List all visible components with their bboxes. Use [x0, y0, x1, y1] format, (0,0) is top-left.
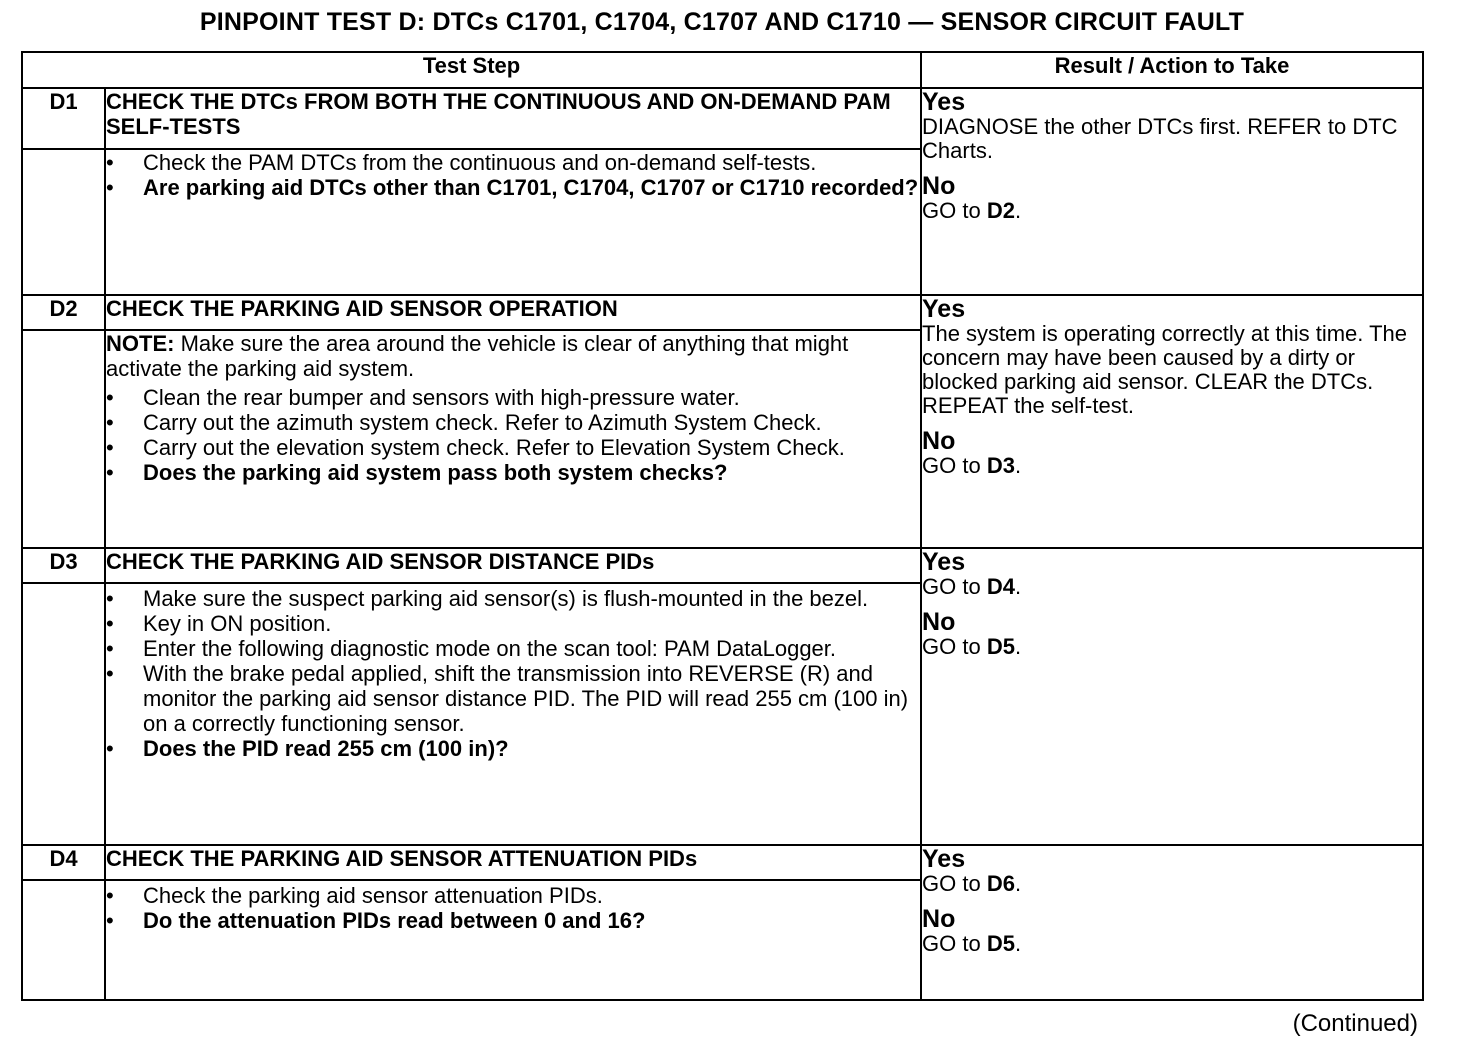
step-d2-bullets	[106, 385, 920, 485]
period: .	[1014, 574, 1022, 599]
step-d4-no-ref: D5	[986, 931, 1015, 956]
step-d4-result	[921, 845, 1423, 1000]
step-d3-no-action	[922, 635, 1422, 659]
step-d1-heading: CHECK THE DTCs FROM BOTH THE CONTINUOUS AND ON-DEMAND PAM SELF-TESTS	[105, 88, 921, 149]
list-item-question: • Does the PID read 255 cm (100 in)?	[106, 736, 920, 761]
table-header-row	[22, 52, 1423, 88]
step-d3-blank	[22, 583, 105, 845]
step-d1-no-label: No	[922, 172, 956, 200]
period: .	[1014, 634, 1022, 659]
go-to-text: GO to	[922, 634, 981, 659]
step-d3-bullets	[106, 586, 920, 761]
step-d1-no-action	[922, 199, 1422, 223]
step-d2-blank	[22, 330, 105, 548]
page-title: PINPOINT TEST D: DTCs C1701, C1704, C1707 AND C1710 — SENSOR CIRCUIT FAULT	[199, 8, 1245, 36]
step-d1-blank	[22, 149, 105, 295]
step-d1-yes-text: DIAGNOSE the other DTCs first. REFER to DTC Charts.	[922, 114, 1398, 163]
step-d2-result	[921, 295, 1423, 548]
step-d1-yes-label: Yes	[922, 88, 966, 116]
step-d1-body	[105, 149, 921, 295]
list-item-question: • Do the attenuation PIDs read between 0 and 16?	[106, 908, 920, 933]
list-item: • Carry out the azimuth system check. Refer to Azimuth System Check.	[106, 410, 920, 435]
step-d4-no-action	[922, 932, 1422, 956]
list-item: • Enter the following diagnostic mode on the scan tool: PAM DataLogger.	[106, 636, 920, 661]
header-test-step: Test Step	[22, 52, 921, 88]
note-text: Make sure the area around the vehicle is clear of anything that might activate the parking aid system.	[106, 331, 849, 381]
step-d4-yes-label: Yes	[922, 845, 966, 873]
step-d2-body	[105, 330, 921, 548]
step-d4-heading-row	[22, 845, 1423, 880]
note-label: NOTE:	[106, 331, 175, 356]
step-d3-body	[105, 583, 921, 845]
step-d3-yes-label: Yes	[922, 548, 966, 576]
step-d3-heading: CHECK THE PARKING AID SENSOR DISTANCE PIDs	[105, 548, 921, 583]
step-d2-yes-label: Yes	[922, 295, 966, 323]
period: .	[1014, 931, 1022, 956]
step-d4-yes-ref: D6	[986, 871, 1015, 896]
step-d2-no-label: No	[922, 427, 956, 455]
step-d3-no-label: No	[922, 608, 956, 636]
step-d1-bullets	[106, 150, 920, 200]
header-result-action: Result / Action to Take	[921, 52, 1423, 88]
list-item-question: • Are parking aid DTCs other than C1701, C1704, C1707 or C1710 recorded?	[106, 175, 920, 200]
list-item-question: • Does the parking aid system pass both system checks?	[106, 460, 920, 485]
list-item: • Make sure the suspect parking aid sensor(s) is flush-mounted in the bezel.	[106, 586, 920, 611]
step-d4-heading: CHECK THE PARKING AID SENSOR ATTENUATION PIDs	[105, 845, 921, 880]
step-d2-heading-row	[22, 295, 1423, 330]
step-d1-result	[921, 88, 1423, 295]
step-d1-heading-row	[22, 88, 1423, 149]
go-to-text: GO to	[922, 871, 981, 896]
step-d4-bullets	[106, 883, 920, 933]
step-d2-yes-text: The system is operating correctly at this time. The concern may have been caused by a dirty or blocked parking aid sensor. CLEAR the DTCs. REPEAT the self-test.	[922, 321, 1408, 418]
step-d4-id: D4	[22, 845, 105, 880]
step-d4-yes-action	[922, 872, 1422, 896]
step-d3-result	[921, 548, 1423, 845]
step-d3-yes-ref: D4	[986, 574, 1015, 599]
step-d4-blank	[22, 880, 105, 1000]
step-d3-id: D3	[22, 548, 105, 583]
step-d2-no-action	[922, 454, 1422, 478]
step-d3-no-ref: D5	[986, 634, 1015, 659]
go-to-text: GO to	[922, 453, 981, 478]
step-d2-note	[106, 331, 920, 381]
list-item: • With the brake pedal applied, shift the transmission into REVERSE (R) and monitor the parking aid sensor distance PID. The PID will read 255 cm (100 in) on a correctly functioning sensor.	[106, 661, 920, 736]
period: .	[1014, 871, 1022, 896]
pinpoint-test-table	[21, 51, 1424, 1001]
period: .	[1014, 198, 1022, 223]
go-to-text: GO to	[922, 574, 981, 599]
list-item: • Check the PAM DTCs from the continuous and on-demand self-tests.	[106, 150, 920, 175]
continued-label: (Continued)	[1292, 1010, 1418, 1037]
step-d3-yes-action	[922, 575, 1422, 599]
go-to-text: GO to	[922, 931, 981, 956]
step-d1-id: D1	[22, 88, 105, 149]
list-item: • Clean the rear bumper and sensors with high-pressure water.	[106, 385, 920, 410]
step-d2-no-ref: D3	[986, 453, 1015, 478]
step-d2-id: D2	[22, 295, 105, 330]
step-d1-no-ref: D2	[986, 198, 1015, 223]
step-d4-body	[105, 880, 921, 1000]
period: .	[1014, 453, 1022, 478]
list-item: • Key in ON position.	[106, 611, 920, 636]
list-item: • Carry out the elevation system check. Refer to Elevation System Check.	[106, 435, 920, 460]
step-d4-no-label: No	[922, 905, 956, 933]
step-d3-heading-row	[22, 548, 1423, 583]
list-item: • Check the parking aid sensor attenuation PIDs.	[106, 883, 920, 908]
go-to-text: GO to	[922, 198, 981, 223]
step-d2-heading: CHECK THE PARKING AID SENSOR OPERATION	[105, 295, 921, 330]
